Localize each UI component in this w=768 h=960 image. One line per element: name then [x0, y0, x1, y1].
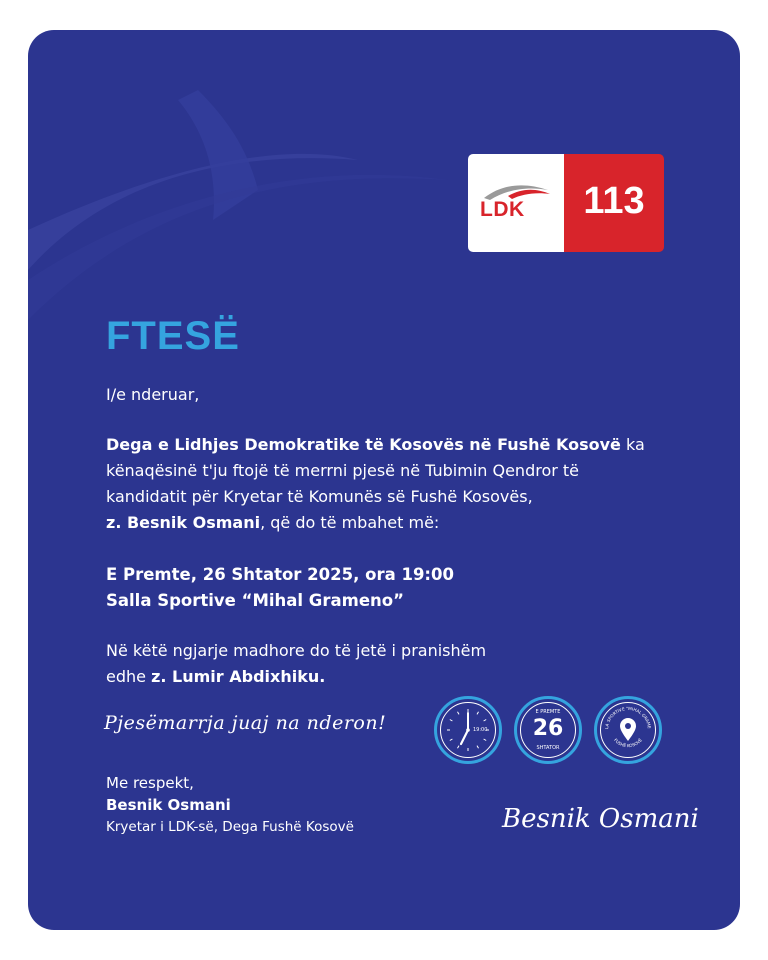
location-pin-icon: [594, 696, 662, 764]
greeting: I/e nderuar,: [106, 385, 200, 404]
presence-line-1: Në këtë ngjarje madhore do të jetë i pranishëm: [106, 641, 487, 660]
svg-text:SALLA SPORTIVE "MIHAL GRAMENO": LA SPORTIVE "MIHAL GRAME: [604, 705, 652, 730]
guest-presence: [106, 638, 486, 690]
sender-role: Kryetar i LDK-së, Dega Fushë Kosovë: [106, 819, 354, 835]
event-venue: Salla Sportive “Mihal Grameno”: [106, 591, 404, 610]
ldk-logo-white-panel: [468, 154, 564, 252]
date-month: SHTATOR: [536, 745, 560, 751]
clock-time-label: 19:00: [473, 727, 488, 733]
invitation-card: [28, 30, 740, 930]
date-number: 26: [532, 716, 564, 741]
svg-text:FUSHË KOSOVË: FUSHË KOSOVË: [613, 737, 643, 749]
list-number: 113: [583, 180, 645, 222]
body-line-2: kënaqësinë t'ju ftojë të merrni pjesë në Tubimin Qendror të: [106, 461, 580, 480]
invitation-body: [106, 432, 664, 536]
closing-regards: Me respekt,: [106, 774, 194, 792]
ldk-logo-red-panel: [564, 154, 664, 252]
page-title: FTESË: [106, 314, 240, 358]
guest-name: z. Lumir Abdixhiku.: [151, 667, 326, 686]
sender-name: Besnik Osmani: [106, 796, 231, 814]
date-weekday: E PREMTE: [535, 709, 561, 715]
ldk-logo: [468, 154, 664, 252]
body-line-4: z. Besnik Osmani, që do të mbahet më:: [106, 513, 440, 532]
clock-hands-icon: [437, 699, 499, 761]
clock-icon: [434, 696, 502, 764]
body-line-1: Dega e Lidhjes Demokratike të Kosovës në Fushë Kosovë ka: [106, 435, 645, 454]
closing-block: [106, 772, 354, 838]
tagline: Pjesëmarrja juaj na nderon!: [104, 712, 387, 734]
event-datetime: E Premte, 26 Shtator 2025, ora 19:00: [106, 565, 454, 584]
calendar-date-icon: [514, 696, 582, 764]
event-details: [106, 562, 454, 614]
candidate-name: z. Besnik Osmani: [106, 513, 261, 532]
body-line-3: kandidatit për Kryetar të Komunës së Fushë Kosovës,: [106, 487, 533, 506]
organization-name: Dega e Lidhjes Demokratike të Kosovës në Fushë Kosovë: [106, 435, 621, 454]
handwritten-signature: Besnik Osmani: [502, 804, 699, 834]
presence-line-2: edhe z. Lumir Abdixhiku.: [106, 667, 326, 686]
ldk-logo-text: LDK: [480, 198, 525, 221]
location-ring-text: [597, 699, 659, 761]
